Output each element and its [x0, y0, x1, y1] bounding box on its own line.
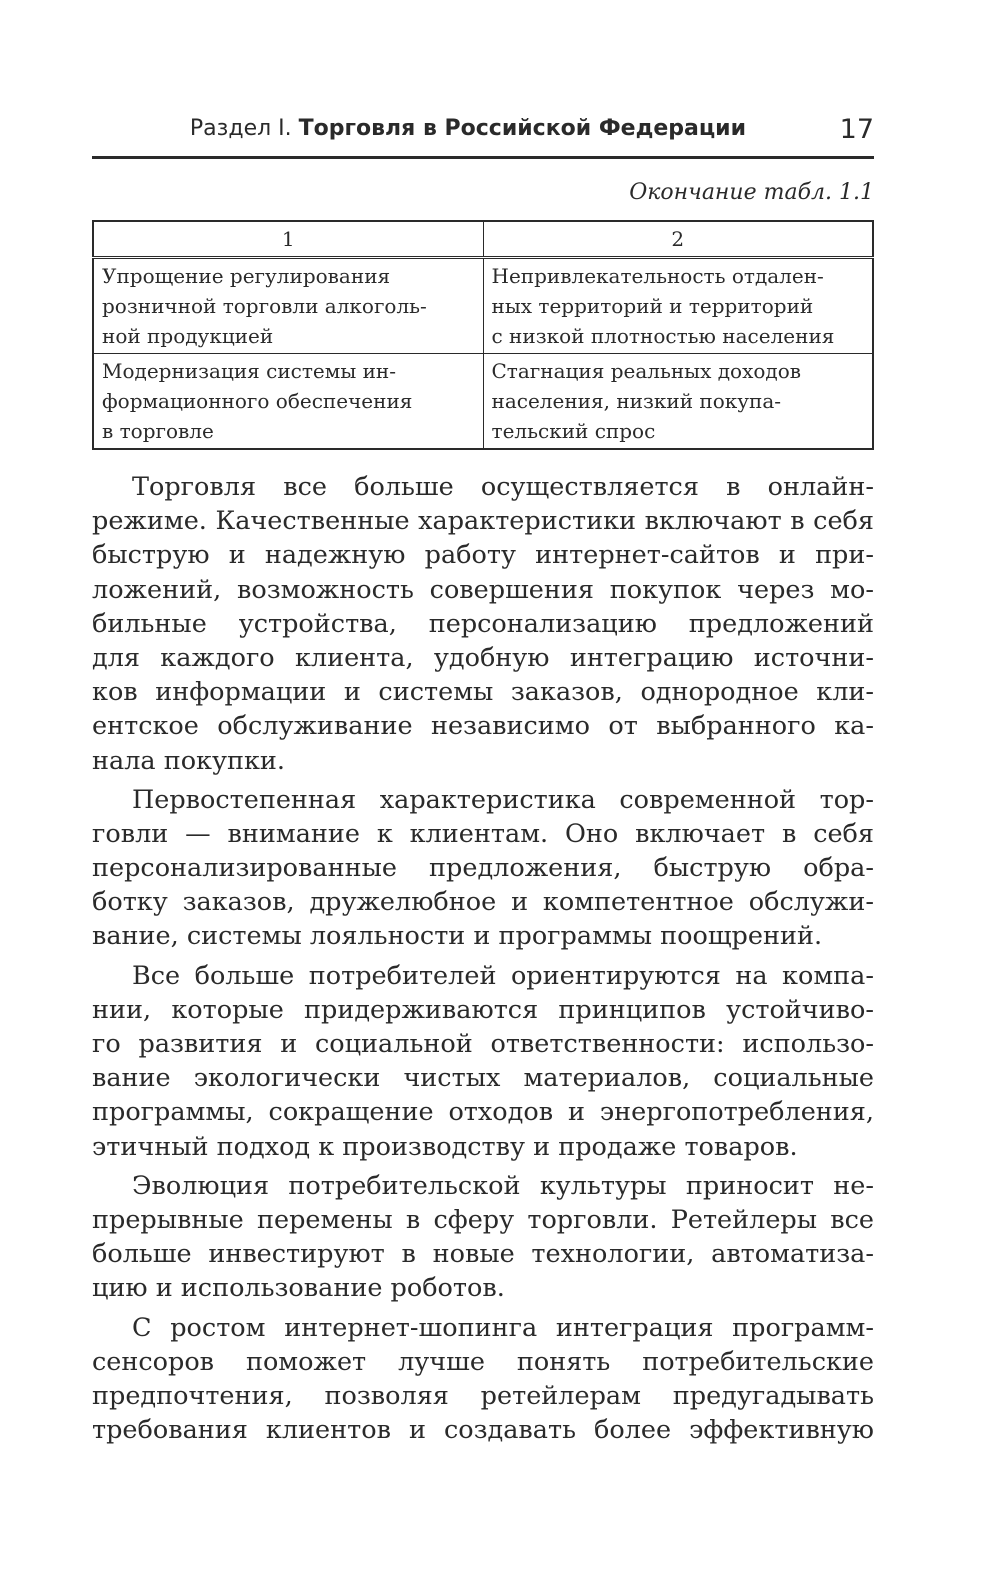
text-line: го развития и социальной ответственности: использо-: [92, 1029, 874, 1059]
text-line: прерывные перемены в сферу торговли. Ретейлеры все: [92, 1204, 874, 1235]
section-title: Торговля в Российской Федерации: [298, 116, 746, 141]
text-line: для каждого клиента, удобную интеграцию источни-: [92, 642, 874, 673]
cell-line: ных территорий и территорий: [491, 294, 814, 318]
text-line: режиме. Качественные характеристики включают в себя: [92, 506, 874, 537]
text-line: программы, сокращение отходов и энергопотребления,: [92, 1097, 874, 1128]
cell-line: формационного обеспечения: [102, 389, 413, 413]
text-line: ентское обслуживание независимо от выбранного ка-: [92, 711, 874, 742]
text-line: Эволюция потребительской культуры приносит не-: [132, 1170, 874, 1201]
table-header-row: [93, 221, 873, 258]
text-line: нии, которые придерживаются принципов устойчиво-: [92, 994, 874, 1025]
text-line: сенсоров поможет лучше понять потребительские: [92, 1346, 874, 1377]
text-line: вание экологически чистых материалов, социальные: [92, 1063, 874, 1094]
running-header-title: [190, 116, 746, 141]
text-line: быструю и надежную работу интернет-сайтов и при-: [92, 540, 874, 571]
table-cell: [93, 258, 483, 354]
running-header: [92, 112, 874, 159]
cell-line: Модернизация системы ин-: [102, 359, 397, 383]
table-cell: [483, 258, 873, 354]
paragraph: [92, 1311, 874, 1448]
text-line: ложений, возможность совершения покупок через мо-: [92, 574, 874, 605]
paragraph: [92, 959, 874, 1164]
table-cell: [93, 354, 483, 450]
cell-line: тельский спрос: [491, 419, 656, 443]
cell-line: населения, низкий покупа-: [491, 389, 782, 413]
table-row: [93, 354, 873, 450]
column-header-1: 1: [93, 221, 483, 258]
paragraph: [92, 470, 874, 778]
body-text: [92, 470, 874, 1447]
text-line: требования клиентов и создавать более эффективную: [92, 1415, 874, 1446]
table-1-1: [92, 220, 874, 450]
cell-line: ной продукцией: [102, 324, 274, 348]
text-line: Все больше потребителей ориентируются на компа-: [132, 960, 874, 991]
text-line: нала покупки.: [92, 745, 286, 776]
text-line: Первостепенная характеристика современной тор-: [132, 784, 874, 815]
text-line: С ростом интернет-шопинга интеграция программ-: [132, 1312, 874, 1343]
paragraph: [92, 783, 874, 954]
text-line: вание, системы лояльности и программы поощрений.: [92, 921, 823, 952]
text-line: бильные устройства, персонализацию предложений: [92, 608, 874, 639]
text-line: персонализированные предложения, быструю обра-: [92, 853, 874, 884]
cell-line: в торговле: [102, 419, 214, 443]
text-line: цию и использование роботов.: [92, 1273, 505, 1304]
table-row: [93, 258, 873, 354]
cell-line: Стагнация реальных доходов: [491, 359, 802, 383]
text-line: больше инвестируют в новые технологии, автоматиза-: [92, 1239, 874, 1270]
page-number: 17: [839, 114, 874, 145]
section-label: Раздел I.: [189, 116, 292, 141]
cell-line: Непривлекательность отдален-: [491, 264, 824, 288]
cell-line: розничной торговли алкоголь-: [102, 294, 427, 318]
text-line: ботку заказов, дружелюбное и компетентное обслужи-: [92, 887, 874, 918]
paragraph: [92, 1169, 874, 1306]
text-line: Торговля все больше осуществляется в онлайн-: [132, 472, 874, 502]
text-line: предпочтения, позволяя ретейлерам предугадывать: [92, 1380, 874, 1411]
table-caption: Окончание табл. 1.1: [629, 180, 874, 205]
table-cell: [483, 354, 873, 450]
text-line: говли — внимание к клиентам. Оно включает в себя: [92, 818, 874, 849]
text-line: ков информации и системы заказов, однородное кли-: [92, 677, 874, 708]
cell-line: Упрощение регулирования: [102, 264, 391, 288]
column-header-2: 2: [483, 221, 873, 258]
cell-line: с низкой плотностью населения: [491, 324, 835, 348]
text-line: этичный подход к производству и продаже товаров.: [92, 1131, 798, 1162]
